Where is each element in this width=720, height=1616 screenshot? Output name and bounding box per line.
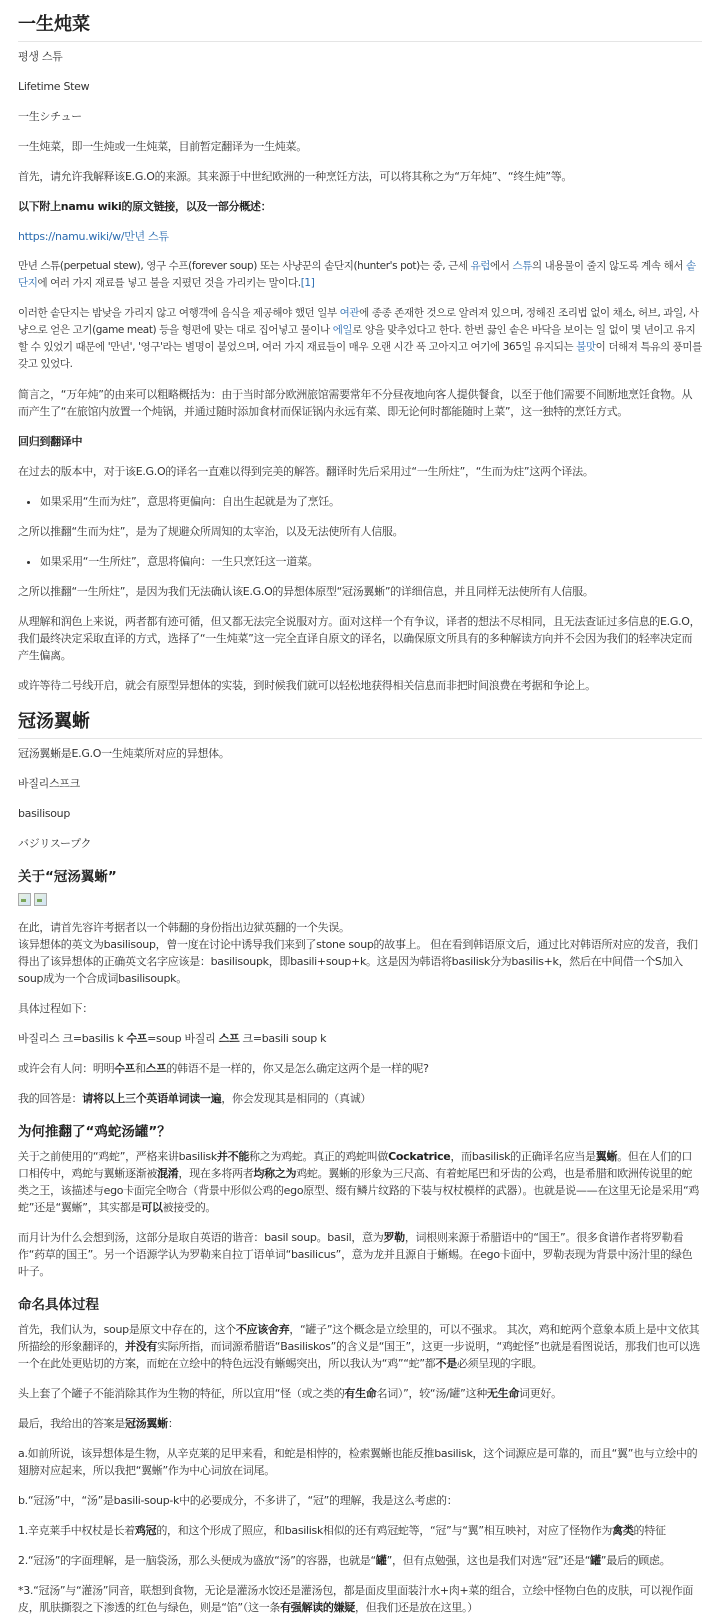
pot-link[interactable]: 솥단지 (18, 260, 696, 289)
naming-answer (18, 1415, 702, 1432)
summary-paragraph: 简言之，“万年炖”的由来可以粗略概括为：由于当时部分欧洲旅馆需要常年不分昼夜地向客人提供餐食，以至于他们需要不间断地烹饪食物。从而产生了“在旅馆内放置一个炖锅，并通过随时添加食材而保证锅内永远有菜、即无论何时都能随时上菜”，这一独特的烹饪方式。 (18, 388, 693, 418)
text: 이 더해져 특유의 풍미를 갖고 있었다. (18, 341, 702, 370)
bold-text: 鸡冠 (134, 1524, 157, 1537)
link-heading-text: 以下附上namu wiki的原文链接，以及一部分概述： (18, 200, 272, 213)
text: 首先，我们认为，soup是原文中存在的，这个 (18, 1323, 236, 1336)
bold-text: 수프 (114, 1062, 135, 1075)
bold-text: 混淆 (157, 1167, 179, 1180)
text: ，词根则来源于希腊语中的“国王”。很多食谱作者将罗勒看作“药草的国王”。另一个语源学认为罗勒来自拉丁语单词“basilicus”，意为龙并且源自于蜥蜴。在ego卡面中，罗勒表现为背景中汤汁里的绿色叶子。 (18, 1231, 693, 1278)
text: 鸡蛇。翼蜥的形象为三尺高、有着蛇尾巴和牙齿的公鸡，也是希腊和欧洲传说里的蛇类之王，该描述与ego卡面完全吻合（背景中形似公鸡的ego原型、缀有鳞片纹路的下装与权杖模样的武器）。也就是说——在这里无论是采用“鸡蛇”还是“翼蜥”，其实都是 (18, 1167, 700, 1214)
bold-text: 可以 (141, 1201, 163, 1214)
bold-text: 不应该舍弃 (235, 1323, 290, 1336)
stew-link[interactable]: 스튜 (512, 260, 532, 272)
text: 和 (134, 1062, 146, 1075)
bold-text: 翼蜥 (595, 1150, 618, 1163)
text: 에 여러 가지 재료를 넣고 불을 지폈던 것을 가리키는 말이다. (37, 277, 301, 289)
section-title-basilisoup: 冠汤翼蜥 (18, 707, 702, 739)
bold-text: 有生命 (344, 1387, 377, 1400)
text: 에서 (490, 260, 513, 272)
bold-text: 并没有 (125, 1340, 158, 1353)
text: 名词）”，较“汤/罐”这种 (376, 1387, 487, 1400)
broken-image-icon (34, 893, 47, 906)
text: ，你会发现其是相同的（真诚） (221, 1092, 372, 1105)
point-a: a.如前所说，该异想体是生物，从辛克莱的足甲来看，和蛇是相悖的，检索翼蜥也能反推basilisk，这个词源应是可靠的，而且“翼”也与立绘中的翅膀对应起来，所以我把“翼蜥”作为中心词放在词尾。 (18, 1447, 698, 1477)
point-2 (18, 1552, 702, 1569)
past-paragraph: 在过去的版本中，对于该E.G.O的译名一直难以得到完美的解答。翻译时先后采用过“一生所炷”，“生而为炷”这两个译法。 (18, 465, 594, 478)
text: 的韩语不是一样的，你又是怎么确定这两个是一样的呢? (166, 1062, 429, 1075)
question-paragraph (18, 1060, 702, 1077)
inn-link[interactable]: 여관 (339, 307, 360, 319)
why-heading: 为何推翻了“鸡蛇汤罐”？ (18, 1124, 171, 1140)
text: =soup 바질리 (147, 1032, 219, 1045)
text: 我的回答是： (18, 1092, 83, 1105)
process-formula (18, 1030, 702, 1047)
future-paragraph: 或许等待二号线开启，就会有原型异想体的实装，到时候我们就可以轻松地获得相关信息而非把时间浪费在考据和争论上。 (18, 679, 596, 692)
korean-quote-1 (18, 258, 702, 292)
text: 크=basili soup k (239, 1032, 327, 1045)
korean-quote-2 (18, 305, 702, 373)
text: *3.“冠汤”与“灌汤”同音，联想到食物，无论是灌汤水饺还是灌汤包，都是面皮里面装汁水+肉+菜的组合，立绘中怪物白色的皮肤，可以视作面皮，肌肤撕裂之下渗透的红色与绿色，则是“馅”（这一条 (18, 1584, 694, 1614)
text: 而月计为什么会想到汤，这部分是取自英语的谐音：basil soup。basil，意为 (18, 1231, 384, 1244)
bold-text: 请将以上三个英语单词读一遍 (82, 1092, 222, 1105)
text: ，现在多将两者 (178, 1167, 254, 1180)
name-japanese: バジリスープク (18, 837, 92, 850)
naming-heading: 命名具体过程 (18, 1297, 99, 1313)
back-heading (18, 433, 702, 450)
bold-text: 罐 (375, 1554, 387, 1567)
text: 头上套了个罐子不能消除其作为生物的特征，所以宜用“怪（或之类的 (18, 1387, 345, 1400)
namu-wiki-link[interactable]: https://namu.wiki/w/만년 스튜 (18, 230, 169, 243)
bold-text: 禽类 (612, 1524, 634, 1537)
broken-image-icon (18, 893, 31, 906)
name-korean: 평생 스튜 (18, 50, 63, 63)
text: 的特征 (633, 1524, 666, 1537)
name-korean: 바질리스프크 (18, 777, 80, 790)
bold-text: 均称之为 (253, 1167, 297, 1180)
text: 1.辛克莱手中权杖是长着 (18, 1524, 135, 1537)
text: ： (167, 1417, 179, 1430)
europe-link[interactable]: 유럽 (470, 260, 491, 272)
ale-link[interactable]: 에일 (332, 324, 353, 336)
text: 에 종종 존재한 것으로 알려져 있으며, 정해진 조리법 없이 채소, 허브, 과일, 사냥으로 얻은 고기(game meat) 등을 형편에 맞는 대로 집어넣고 물이나 (18, 307, 699, 336)
point-1 (18, 1522, 702, 1539)
text: 在此，请首先容许考据者以一个韩翻的身份指出边狱英翻的一个失误。 (18, 921, 350, 934)
text: 이러한 솥단지는 밤낮을 가리지 않고 여행객에 음식을 제공해야 했던 일부 (18, 307, 340, 319)
source-paragraph: 首先，请允许我解释该E.G.O的来源。其来源于中世纪欧洲的一种烹饪方法，可以将其称之为“万年炖”、“终生炖”等。 (18, 170, 573, 183)
name-japanese: 一生シチュー (18, 110, 82, 123)
text: 最后，我给出的答案是 (18, 1417, 125, 1430)
bold-text: 罐 (590, 1554, 601, 1567)
bold-text: 有强解读的嫌疑 (280, 1601, 356, 1614)
list-item: • 如果采用“一生所炷”，意思将偏向：一生只烹饪这一道菜。 (40, 553, 702, 570)
reject-paragraph-1: 之所以推翻“生而为炷”，是为了规避众所周知的太宰治，以及无法使所有人信服。 (18, 525, 404, 538)
text: 2.“冠汤”的字面理解，是一脑袋汤，那么头便成为盛放“汤”的容器，也就是“ (18, 1554, 376, 1567)
text: 로 양을 맞추었다고 한다. 한번 끓인 솥은 바닥을 보이는 일 없이 몇 년이고 유지할 수 있었기 때문에 '만년', '영구'라는 별명이 붙었으며, 여러 가지 재료들이 매우 오랜 시간 푹 고아지고 여기에 365일 유지되는 (18, 324, 696, 353)
image-row (18, 893, 702, 907)
text: 或许会有人问：明明 (18, 1062, 115, 1075)
text: 称之为鸡蛇。真正的鸡蛇叫做 (249, 1150, 389, 1163)
answer-paragraph (18, 1090, 702, 1107)
text: ”最后的顾虑。 (600, 1554, 671, 1567)
reject-paragraph-2: 之所以推翻“一生所炷”，是因为我们无法确认该E.G.O的异想体原型“冠汤翼蜥”的详细信息，并且同样无法使所有人信服。 (18, 585, 594, 598)
bullet-list-1 (18, 493, 702, 510)
footnote-link[interactable]: [1] (300, 277, 315, 289)
claim-paragraph (18, 919, 702, 987)
text: 바질리스 크=basilis k (18, 1032, 127, 1045)
bold-text: Cockatrice (388, 1150, 451, 1163)
link-heading (18, 198, 702, 215)
bold-text: 并不能 (216, 1150, 250, 1163)
bold-text: 无生命 (486, 1387, 520, 1400)
namu-link-paragraph (18, 228, 702, 245)
point-b: b.“冠汤”中，“汤”是basili-soup-k中的必要成分，不多讲了，“冠”的理解，我是这么考虑的： (18, 1494, 458, 1507)
text: 实际所指，而词源希腊语“Basiliskos”的含义是“国王”，这更一步说明，“鸡蛇怪”也就是看图说话，那我们也可以选一个在此处更贴切的方案，而蛇在立绘中的特色远没有蜥蜴突出，所以我认为“鸡”“蛇”都 (18, 1340, 700, 1370)
about-heading: 关于“冠汤翼蜥” (18, 869, 117, 885)
bold-text: 스프 (145, 1062, 167, 1075)
text: 의 내용물이 줄지 않도록 계속 해서 (531, 260, 686, 272)
intro-paragraph: 一生炖菜，即一生炖或一生炖菜，目前暂定翻译为一生炖菜。 (18, 140, 307, 153)
bold-text: 罗勒 (383, 1231, 405, 1244)
text: 该异想体的英文为basilisoup，曾一度在讨论中诱导我们来到了stone soup的故事上。 但在看到韩语原文后，通过比对韩语所对应的发音，我们得出了该异想体的正确英文名字应该是：basilisoupk，即basili+soup+k。这是因为韩语将basilisk分为basilis+k，然后在中间借一个S加入soup成为一个合成词basilisoupk。 (18, 938, 698, 985)
text: ，“罐子”这个概念是立绘里的，可以不强求。 其次，鸡和蛇两个意象本质上是中文依其所描绘的形象翻译的， (18, 1323, 700, 1353)
logic-paragraph: 从理解和润色上来说，两者都有迹可循，但又都无法完全说服对方。面对这样一个有争议，译者的想法不尽相同，且无法查证过多信息的E.G.O，我们最终决定采取直译的方式，选择了“一生炖菜”这一完全直译自原文的译名，以确保原文所具有的多种解读方向并不会因为我们的轻率决定而产生偏离。 (18, 615, 701, 662)
text: 만년 스튜(perpetual stew), 영구 수프(forever soup) 또는 사냥꾼의 솥단지(hunter's pot)는 중, 근세 (18, 260, 471, 272)
name-english: Lifetime Stew (18, 80, 90, 93)
text: 的，和这个形成了照应，和basilisk相似的还有鸡冠蛇等，“冠”与“翼”相互映衬，对应了怪物作为 (156, 1524, 613, 1537)
text: ，但我们还是放在这里。） (355, 1601, 478, 1614)
section-title-stew: 一生炖菜 (18, 10, 702, 42)
bold-text: 수프 (126, 1032, 148, 1045)
text: 。但在人们的口口相传中，鸡蛇与翼蜥逐渐被 (18, 1150, 693, 1180)
why-paragraph-2 (18, 1229, 702, 1280)
text: 被接受的。 (162, 1201, 217, 1214)
point-3 (18, 1582, 702, 1616)
list-item: • 如果采用“生而为炷”，意思将更偏向：自出生起就是为了烹饪。 (40, 493, 702, 510)
text: 关于之前使用的“鸡蛇”，严格来讲basilisk (18, 1150, 217, 1163)
why-paragraph-1 (18, 1148, 702, 1216)
text: ”，但有点勉强，这也是我们对选“冠”还是“ (386, 1554, 591, 1567)
text: 必须呈现的字眼。 (456, 1357, 543, 1370)
text: ，而basilisk的正确译名应当是 (450, 1150, 596, 1163)
naming-paragraph-2 (18, 1385, 702, 1402)
basilisoup-intro: 冠汤翼蜥是E.G.O一生炖菜所对应的异想体。 (18, 747, 230, 760)
bold-text: 스프 (218, 1032, 240, 1045)
fire-taste-link[interactable]: 불맛 (576, 341, 596, 353)
bullet-list-2 (18, 553, 702, 570)
name-english: basilisoup (18, 807, 71, 820)
naming-paragraph-1 (18, 1321, 702, 1372)
back-heading-text: 回归到翻译中 (18, 435, 83, 448)
bold-text: 不是 (435, 1357, 457, 1370)
process-label: 具体过程如下： (18, 1002, 93, 1015)
text: 词更好。 (519, 1387, 562, 1400)
bold-text: 冠汤翼蜥 (125, 1417, 168, 1430)
